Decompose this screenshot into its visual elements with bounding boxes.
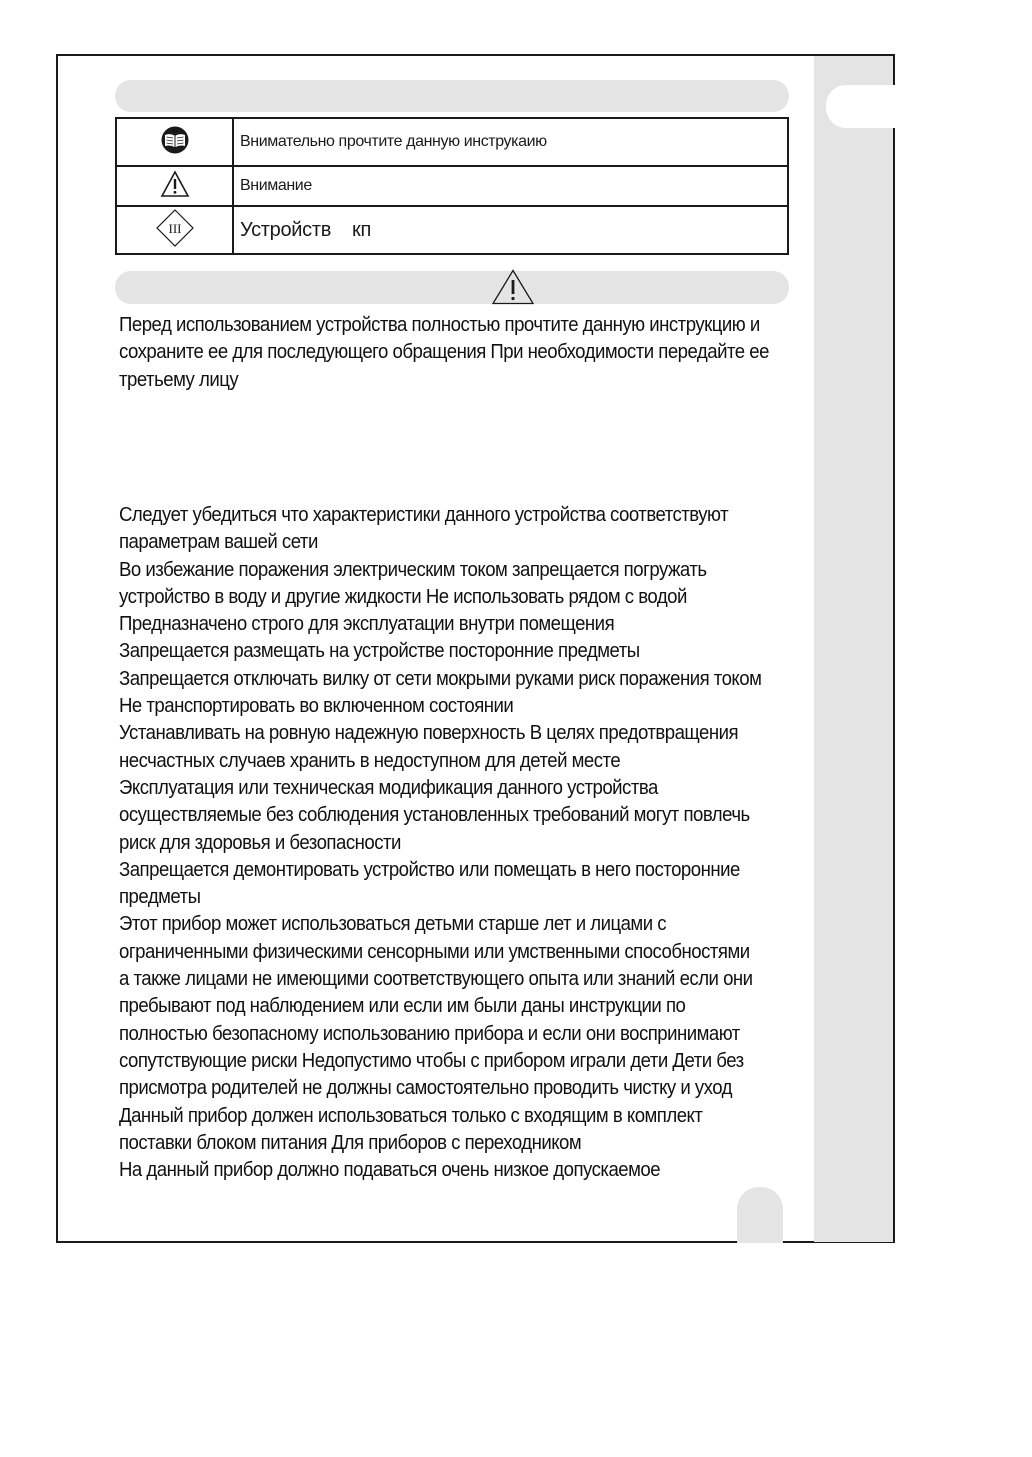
page-number-badge [737,1187,783,1243]
text-line: ограниченными физическими сенсорными или умственными способностями [119,940,750,963]
text-line: Не транспортировать во включенном состоянии [119,695,514,718]
warning-triangle-icon [491,269,535,305]
text-line: Следует убедиться что характеристики данного устройства соответствуют [119,504,729,526]
class-iii-diamond-icon [155,208,195,248]
symbol-row [116,118,788,166]
text-line: осуществляемые без соблюдения установленных требований могут повлечь [119,804,750,827]
symbols-table [115,117,789,255]
symbol-row [116,166,788,206]
text-line: сохраните ее для последующего обращения При необходимости передайте ее [119,341,769,364]
text-line: третьему лицу [119,368,239,391]
symbol-row [116,206,788,254]
text-line: полностью безопасному использованию прибора и если они воспринимают [119,1022,740,1045]
symbol-description: Устройств кп [233,206,788,254]
text-line: Устанавливать на ровную надежную поверхность В целях предотвращения [119,722,739,745]
text-line: параметрам вашей сети [119,531,318,554]
symbol-description: Внимание [233,166,788,206]
class-iii-label: III [168,220,181,236]
intro-paragraph [119,312,769,394]
text-line: пребывают под наблюдением или если им были даны инструкции по [119,995,686,1018]
text-line: Запрещается размещать на устройстве посторонние предметы [119,640,640,663]
safety-rules [119,502,762,1184]
text-line: несчастных случаев хранить в недоступном для детей месте [119,749,621,772]
text-line: Предназначено строго для эксплуатации внутри помещения [119,613,615,636]
side-tab [826,85,895,128]
text-line: предметы [119,886,201,909]
text-line: сопутствующие риски Недопустимо чтобы с прибором играли дети Дети без [119,1049,744,1072]
text-line: Запрещается отключать вилку от сети мокрыми руками риск поражения током [119,667,762,690]
text-line: Перед использованием устройства полностью прочтите данную инструкцию и [119,314,760,336]
text-line: Данный прибор должен использоваться только с входящим в комплект [119,1104,703,1127]
text-line: Эксплуатация или техническая модификация данного устройства [119,776,658,799]
text-line: риск для здоровья и безопасности [119,831,401,854]
text-line: устройство в воду и другие жидкости Не использовать рядом с водой [119,585,687,608]
symbol-description: Внимательно прочтите данную инструкаию [233,118,788,166]
section-header-bar-safety [115,271,789,304]
text-line: а также лицами не имеющими соответствующего опыта или знаний если они [119,968,753,991]
section-header-bar-symbols [115,80,789,112]
warning-triangle-icon [160,170,190,198]
text-line: поставки блоком питания Для приборов с переходником [119,1131,582,1154]
book-icon [158,125,192,155]
text-line: Во избежание поражения электрическим током запрещается погружать [119,558,707,581]
text-line: На данный прибор должно подаваться очень низкое допускаемое [119,1159,661,1182]
text-line: присмотра родителей не должны самостоятельно проводить чистку и уход [119,1077,733,1100]
text-line: Запрещается демонтировать устройство или помещать в него посторонние [119,858,740,881]
text-line: Этот прибор может использоваться детьми старше лет и лицами с [119,913,667,936]
side-strip [814,56,893,1242]
